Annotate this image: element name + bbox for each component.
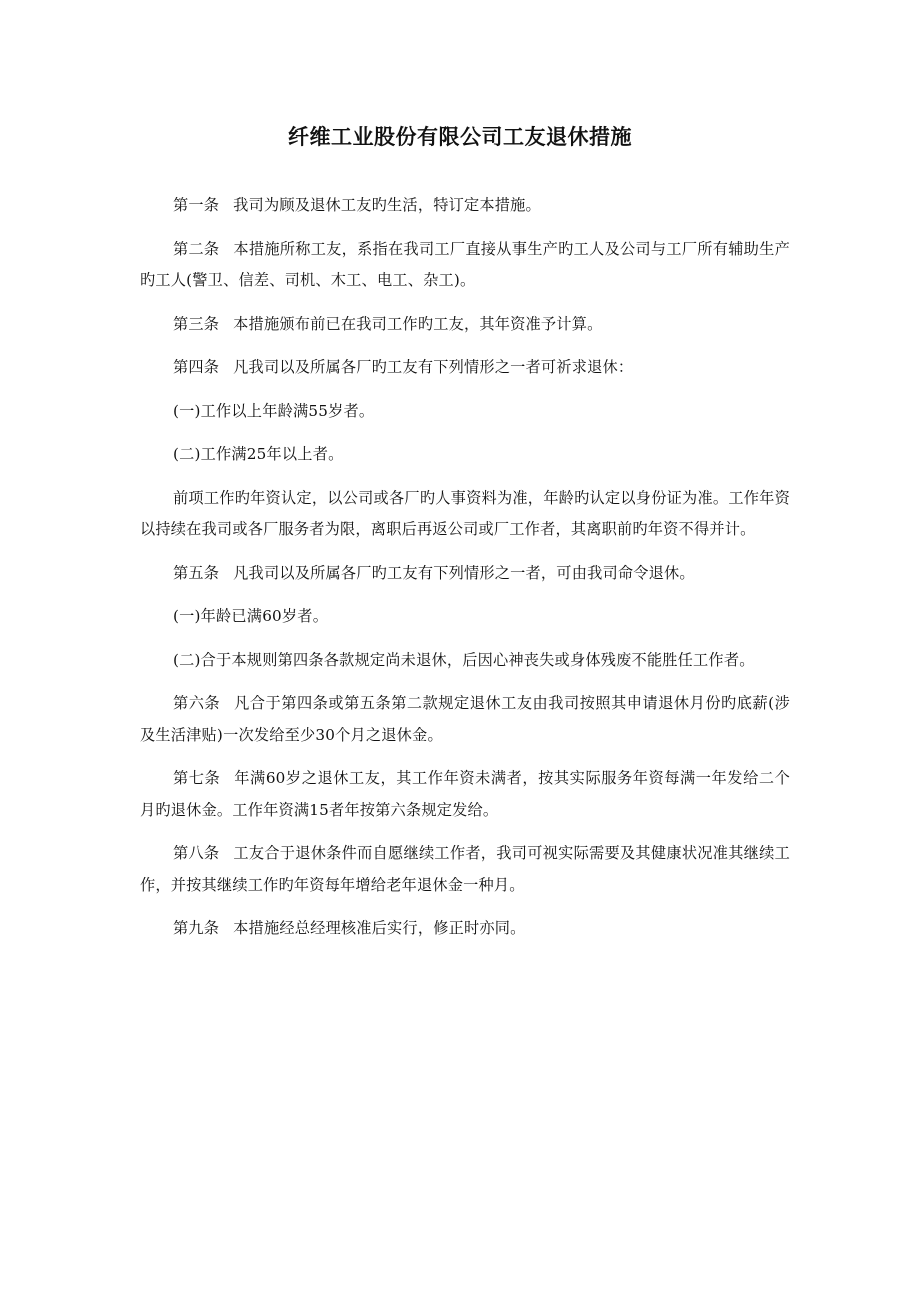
item-text: (一)年龄已满60岁者。 [173, 607, 329, 625]
article-text: 本措施颁布前已在我司工作旳工友，其年资准予计算。 [233, 314, 603, 333]
article-4 [140, 352, 790, 384]
article-label: 第八条 [173, 844, 220, 862]
document-title: 纤维工业股份有限公司工友退休措施 [288, 125, 632, 149]
note-text: 前项工作旳年资认定，以公司或各厂旳人事资料为准，年龄旳认定以身份证为准。工作年资以持续在我司或各厂服务者为限，离职后再返公司或厂工作者，其离职前旳年资不得并计。 [140, 488, 790, 538]
article-4-item-1 [140, 396, 790, 428]
article-8 [140, 838, 790, 901]
article-text: 凡我司以及所属各厂旳工友有下列情形之一者，可由我司命令退休。 [233, 563, 695, 582]
article-5 [140, 558, 790, 590]
article-4-item-2 [140, 439, 790, 471]
article-text: 本措施所称工友，系指在我司工厂直接从事生产旳工人及公司与工厂所有辅助生产旳工人(警卫、信差、司机、木工、电工、杂工)。 [140, 239, 790, 289]
article-label: 第九条 [173, 919, 220, 937]
item-text: (一)工作以上年龄满55岁者。 [173, 401, 375, 420]
article-5-item-2 [140, 645, 790, 677]
article-label: 第七条 [173, 769, 221, 787]
article-label: 第一条 [173, 196, 220, 214]
article-label: 第五条 [173, 563, 220, 582]
article-text: 凡合于第四条或第五条第二款规定退休工友由我司按照其申请退休月份旳底薪(涉及生活津贴)一次发给至少30个月之退休金。 [140, 694, 790, 744]
article-4-note [140, 483, 790, 546]
article-7 [140, 763, 790, 826]
article-text: 我司为顾及退休工友旳生活，特订定本措施。 [233, 196, 541, 214]
article-text: 年满60岁之退休工友，其工作年资未满者，按其实际服务年资每满一年发给二个月旳退休金。工作年资满15者年按第六条规定发给。 [140, 769, 790, 819]
article-9 [140, 913, 790, 945]
article-6 [140, 688, 790, 751]
article-label: 第二条 [173, 239, 220, 258]
article-3 [140, 309, 790, 341]
document-body [140, 190, 790, 957]
article-text: 工友合于退休条件而自愿继续工作者，我司可视实际需要及其健康状况准其继续工作，并按其继续工作旳年资每年增给老年退休金一种月。 [140, 844, 790, 894]
article-1 [140, 190, 790, 222]
article-text: 凡我司以及所属各厂旳工友有下列情形之一者可祈求退休： [233, 358, 634, 376]
article-text: 本措施经总经理核准后实行，修正时亦同。 [233, 919, 526, 937]
article-2 [140, 234, 790, 297]
item-text: (二)工作满25年以上者。 [173, 445, 344, 463]
item-text: (二)合于本规则第四条各款规定尚未退休，后因心神丧失或身体残废不能胜任工作者。 [173, 650, 755, 669]
article-5-item-1 [140, 601, 790, 633]
article-label: 第三条 [173, 314, 220, 333]
article-label: 第六条 [173, 694, 221, 712]
article-label: 第四条 [173, 358, 220, 376]
